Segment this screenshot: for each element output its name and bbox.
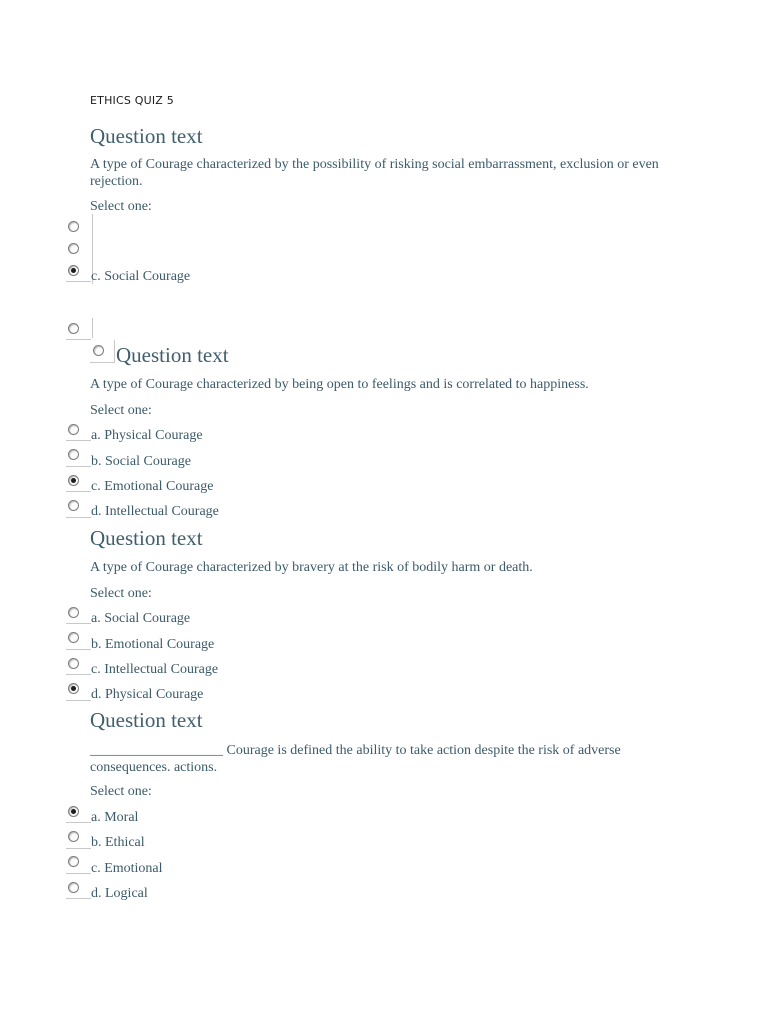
- option-underline: [66, 623, 91, 624]
- radio-option-d[interactable]: [68, 683, 79, 694]
- radio-option-b[interactable]: [68, 449, 79, 460]
- radio-option-c[interactable]: [68, 658, 79, 669]
- option-label: a. Social Courage: [91, 611, 191, 626]
- radio-option-a[interactable]: [68, 221, 79, 232]
- select-one-label: Select one:: [90, 199, 152, 214]
- question-heading: Question text: [90, 708, 203, 732]
- option-label: c. Social Courage: [91, 269, 191, 284]
- radio-option-b[interactable]: [68, 243, 79, 254]
- option-label: c. Intellectual Courage: [91, 662, 219, 677]
- question-heading: Question text: [116, 343, 229, 367]
- option-label: c. Emotional: [91, 861, 163, 876]
- option-underline: [66, 822, 91, 823]
- question-text: ___________________ Courage is defined the ability to take action despite the risk of adverse consequences. actions.: [90, 743, 621, 775]
- option-underline: [66, 848, 91, 849]
- radio-option-d[interactable]: [68, 882, 79, 893]
- option-label: c. Emotional Courage: [91, 479, 214, 494]
- radio-option-a[interactable]: [68, 607, 79, 618]
- option-underline: [66, 491, 91, 492]
- select-one-label: Select one:: [90, 403, 152, 418]
- radio-option-c[interactable]: [68, 265, 79, 276]
- radio-option-c[interactable]: [68, 856, 79, 867]
- radio-option-d[interactable]: [68, 500, 79, 511]
- option-label: b. Social Courage: [91, 454, 191, 469]
- question-text: A type of Courage characterized by bravery at the risk of bodily harm or death.: [90, 560, 533, 575]
- option-label: a. Moral: [91, 810, 139, 825]
- option-label: b. Ethical: [91, 835, 145, 850]
- option-underline: [66, 517, 91, 518]
- option-underline: [66, 873, 91, 874]
- radio-option-b[interactable]: [68, 632, 79, 643]
- question-heading: Question text: [90, 526, 203, 550]
- option-underline: [66, 440, 91, 441]
- select-one-label: Select one:: [90, 784, 152, 799]
- option-label: b. Emotional Courage: [91, 637, 215, 652]
- option-underline: [66, 339, 91, 340]
- radio-option-a[interactable]: [68, 806, 79, 817]
- select-one-label: Select one:: [90, 586, 152, 601]
- quiz-title: ETHICS QUIZ 5: [90, 94, 174, 107]
- option-label: d. Intellectual Courage: [91, 504, 219, 519]
- option-label: d. Physical Courage: [91, 687, 204, 702]
- option-underline: [66, 898, 91, 899]
- option-underline: [66, 674, 91, 675]
- question-text: A type of Courage characterized by the possibility of risking social embarrassment, exclusion or even rejection.: [90, 157, 659, 189]
- radio-option-b[interactable]: [68, 831, 79, 842]
- option-label: a. Physical Courage: [91, 428, 203, 443]
- option-label: d. Logical: [91, 886, 148, 901]
- option-underline: [66, 700, 91, 701]
- question-heading: Question text: [90, 124, 203, 148]
- option-underline: [90, 362, 115, 363]
- question-text: A type of Courage characterized by being open to feelings and is correlated to happiness.: [90, 377, 589, 392]
- option-divider: [92, 318, 93, 338]
- option-underline: [66, 466, 91, 467]
- option-underline: [66, 649, 91, 650]
- option-underline: [66, 281, 91, 282]
- radio-option-a[interactable]: [68, 424, 79, 435]
- option-divider: [114, 340, 115, 362]
- radio-option[interactable]: [93, 345, 104, 356]
- radio-option[interactable]: [68, 323, 79, 334]
- radio-option-c[interactable]: [68, 475, 79, 486]
